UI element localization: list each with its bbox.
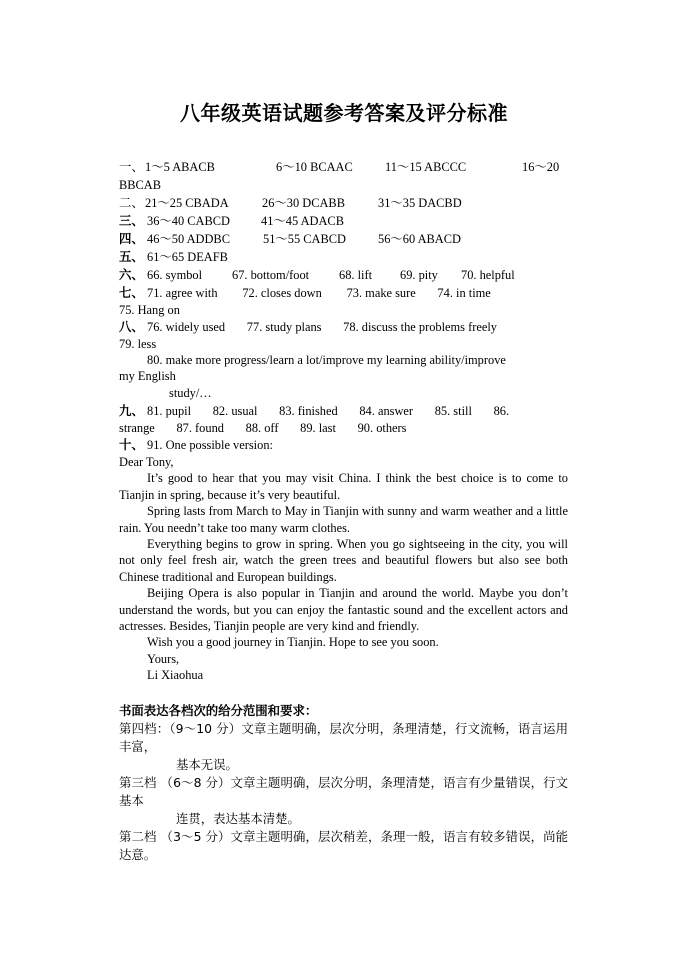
- section-10: [119, 436, 568, 454]
- section-3-label: 三、: [119, 213, 144, 228]
- answer-item: 68. lift: [339, 268, 373, 282]
- section-9-cont: [119, 420, 568, 436]
- section-1-cont: [119, 176, 568, 194]
- grade-2-desc: 第二档 （3～5 分）文章主题明确，层次稍差，条理一般，语言有较多错误，尚能达意。: [119, 828, 568, 862]
- section-9: [119, 402, 568, 420]
- section-7: [119, 284, 568, 302]
- section-8: [119, 318, 568, 336]
- spacer: [119, 684, 568, 702]
- section-5-label: 五、: [119, 249, 144, 264]
- letter-paragraph: It’s good to hear that you may visit China. I think the best choice is to come to Tianjin in spring, because it’s very beautiful.: [119, 471, 568, 502]
- letter-signature: Li Xiaohua: [147, 668, 204, 683]
- grade-4-desc: 第四档：（9～10 分）文章主题明确，层次分明，条理清楚，行文流畅，语言运用丰富，: [119, 720, 568, 754]
- letter-closing: Yours,: [147, 651, 180, 666]
- section-8-cont: [119, 368, 568, 385]
- section-2-label: 二、: [119, 195, 144, 210]
- scoring-criteria: [119, 702, 568, 864]
- section-9-label: 九、: [119, 403, 144, 418]
- answer-item: 67. bottom/foot: [232, 268, 310, 282]
- letter-paragraph: Beijing Opera is also popular in Tianjin and around the world. Maybe you don’t understand the words, but you can enjoy the fantastic sound and the excellent actors and actresses. Besides, Tianjin people are very kind and friendly.: [119, 586, 568, 634]
- document-title: 八年级英语试题参考答案及评分标准: [180, 101, 508, 125]
- answer-group: 21～25 CBADA: [145, 196, 229, 210]
- section-7-label: 七、: [119, 285, 144, 300]
- answer-line: 81. pupil 82. usual 83. finished 84. answer 85. still 86.: [147, 404, 510, 418]
- section-4-label: 四、: [119, 231, 144, 246]
- section-2: [119, 194, 568, 212]
- letter-paragraph: Wish you a good journey in Tianjin. Hope to see you soon.: [147, 635, 439, 650]
- section-8-label: 八、: [119, 319, 144, 334]
- answer-item: 69. pity: [400, 268, 438, 282]
- scoring-heading: 书面表达各档次的给分范围和要求：: [119, 702, 318, 718]
- letter-paragraph: Everything begins to grow in spring. When you go sightseeing in the city, you will not only feel fresh air, watch the green trees and beautiful flowers but also see both Chinese traditional and European buildings.: [119, 537, 568, 584]
- letter-greeting: Dear Tony,: [119, 455, 174, 469]
- section-8-cont: [119, 336, 568, 352]
- answer-group: 51～55 CABCD: [263, 232, 346, 246]
- answer-group: 6～10 BCAAC: [276, 160, 353, 174]
- answer-group: 1～5 ABACB: [145, 160, 215, 174]
- section-6-label: 六、: [119, 267, 144, 282]
- answer-line: 76. widely used 77. study plans 78. discuss the problems freely: [147, 320, 497, 334]
- answer-line: study/…: [169, 386, 212, 400]
- answer-group: 11～15 ABCCC: [385, 160, 467, 174]
- answer-line: 80. make more progress/learn a lot/improve my learning ability/improve: [147, 353, 506, 367]
- grade-3-desc-cont: 连贯，表达基本清楚。: [176, 810, 300, 826]
- answer-group: 16～20: [522, 160, 560, 174]
- answer-group: BBCAB: [119, 178, 162, 192]
- section-3: [119, 212, 568, 230]
- answer-group: 61～65 DEAFB: [147, 250, 228, 264]
- answer-line: 75. Hang on: [119, 303, 180, 317]
- answer-group: 56～60 ABACD: [378, 232, 461, 246]
- answer-item: 66. symbol: [147, 268, 203, 282]
- answer-key-body: [119, 158, 568, 864]
- answer-line: 79. less: [119, 337, 157, 351]
- section-8-cont: [119, 385, 568, 402]
- sample-letter: [119, 454, 568, 684]
- section-8-cont: [119, 352, 568, 368]
- section-4: [119, 230, 568, 248]
- answer-line: 91. One possible version:: [147, 438, 273, 452]
- grade-4-desc-cont: 基本无误。: [176, 756, 238, 772]
- answer-group: 36～40 CABCD: [147, 214, 230, 228]
- section-6: [119, 266, 568, 284]
- answer-line: strange 87. found 88. off 89. last 90. others: [119, 421, 407, 435]
- answer-group: 46～50 ADDBC: [147, 232, 230, 246]
- answer-item: 70. helpful: [461, 268, 515, 282]
- section-10-label: 十、: [119, 437, 144, 452]
- answer-group: 31～35 DACBD: [378, 196, 462, 210]
- answer-group: 41～45 ADACB: [261, 214, 344, 228]
- answer-line: my English: [119, 369, 176, 383]
- section-1-label: 一、: [119, 159, 144, 174]
- letter-paragraph: Spring lasts from March to May in Tianjin with sunny and warm weather and a little rain. You needn’t take too many warm clothes.: [119, 504, 568, 535]
- section-5: [119, 248, 568, 266]
- grade-3-desc: 第三档 （6～8 分）文章主题明确，层次分明，条理清楚，语言有少量错误，行文基本: [119, 774, 568, 808]
- answer-group: 26～30 DCABB: [262, 196, 345, 210]
- section-1: [119, 158, 568, 176]
- answer-line: 71. agree with 72. closes down 73. make sure 74. in time: [147, 286, 491, 300]
- section-7-cont: [119, 302, 568, 318]
